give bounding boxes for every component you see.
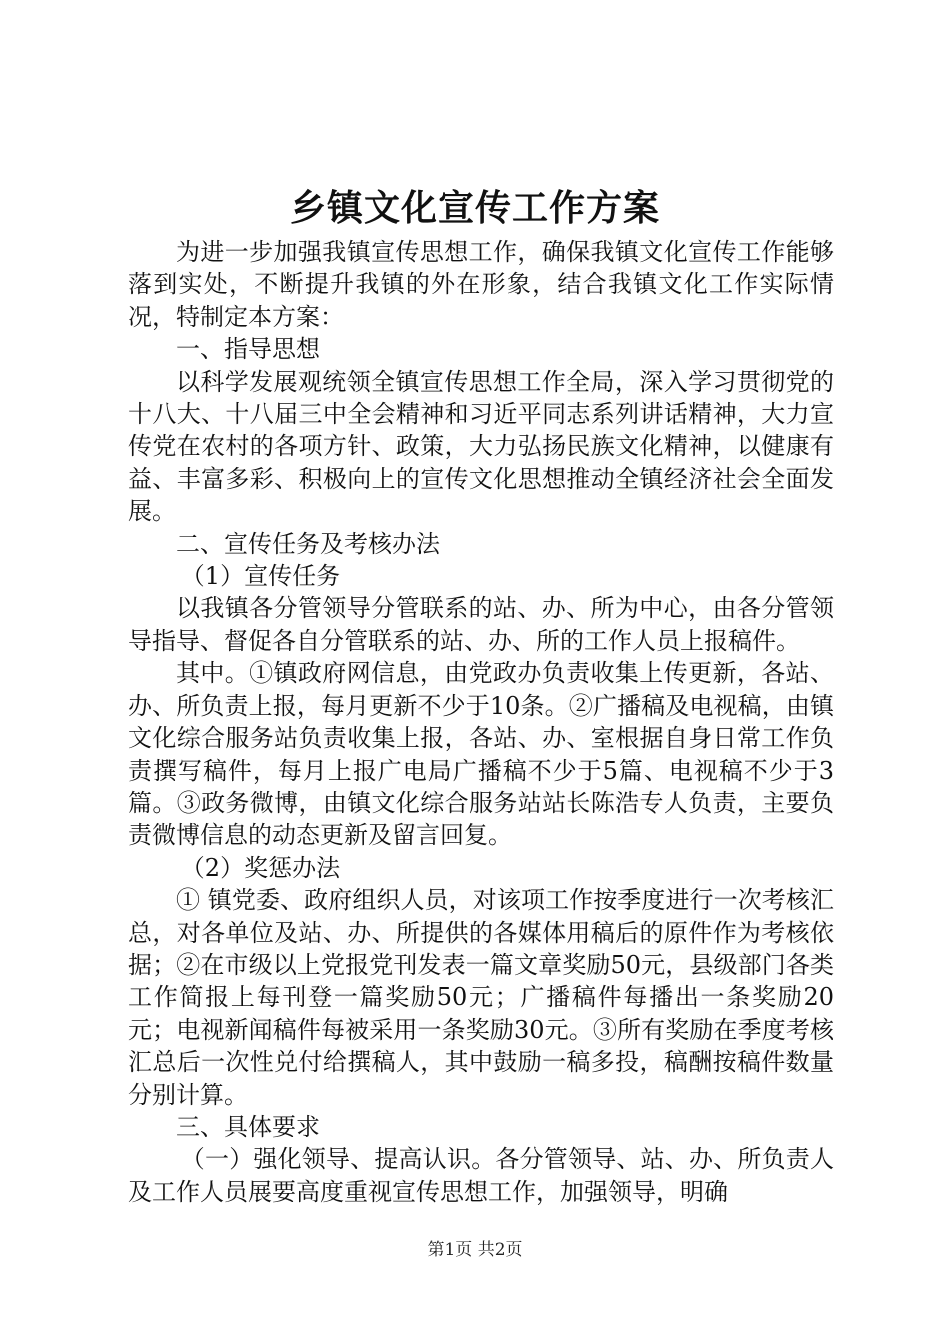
subsection-heading-publicity-tasks: （1）宣传任务: [180, 562, 341, 591]
subsection-heading-rewards: （2）奖惩办法: [180, 853, 341, 882]
publicity-details-paragraph: 其中。①镇政府网信息，由党政办负责收集上传更新，各站、办、所负责上报，每月更新不少于10条。②广播稿及电视稿，由镇文化综合服务站负责收集上报，各站、办、室根据自身日常工作负责撰写稿件，每月上报广电局广播稿不少于5篇、电视稿不少于3篇。③政务微博，由镇文化综合服务站站长陈浩专人负责，主要负责微博信息的动态更新及留言回复。: [128, 659, 834, 850]
document-title: 乡镇文化宣传工作方案: [289, 187, 660, 229]
section-heading-requirements: 三、具体要求: [176, 1112, 320, 1141]
requirements-paragraph: （一）强化领导、提高认识。各分管领导、站、办、所负责人及工作人员展要高度重视宣传思想工作，加强领导，明确: [128, 1145, 834, 1206]
guiding-ideology-paragraph: 以科学发展观统领全镇宣传思想工作全局，深入学习贯彻党的十八大、十八届三中全会精神和习近平同志系列讲话精神，大力宣传党在农村的各项方针、政策，大力弘扬民族文化精神，以健康有益、丰富多彩、积极向上的宣传文化思想推动全镇经济社会全面发展。: [128, 367, 834, 526]
section-heading-tasks-and-assessment: 二、宣传任务及考核办法: [176, 529, 440, 558]
document-body: [128, 236, 834, 1208]
intro-paragraph: 为进一步加强我镇宣传思想工作，确保我镇文化宣传工作能够落到实处，不断提升我镇的外在形象，结合我镇文化工作实际情况，特制定本方案：: [128, 238, 834, 331]
publicity-tasks-paragraph: 以我镇各分管领导分管联系的站、办、所为中心，由各分管领导指导、督促各自分管联系的站、办、所的工作人员上报稿件。: [128, 594, 834, 655]
rewards-paragraph: ① 镇党委、政府组织人员，对该项工作按季度进行一次考核汇总，对各单位及站、办、所提供的各媒体用稿后的原件作为考核依据；②在市级以上党报党刊发表一篇文章奖励50元，县级部门各类工作简报上每刊登一篇奖励50元；广播稿件每播出一条奖励20元；电视新闻稿件每被采用一条奖励30元。③所有奖励在季度考核汇总后一次性兑付给撰稿人，其中鼓励一稿多投，稿酬按稿件数量分别计算。: [128, 886, 834, 1109]
section-heading-guiding-ideology: 一、指导思想: [176, 335, 320, 364]
page-number-footer: 第1页 共2页: [427, 1240, 523, 1260]
